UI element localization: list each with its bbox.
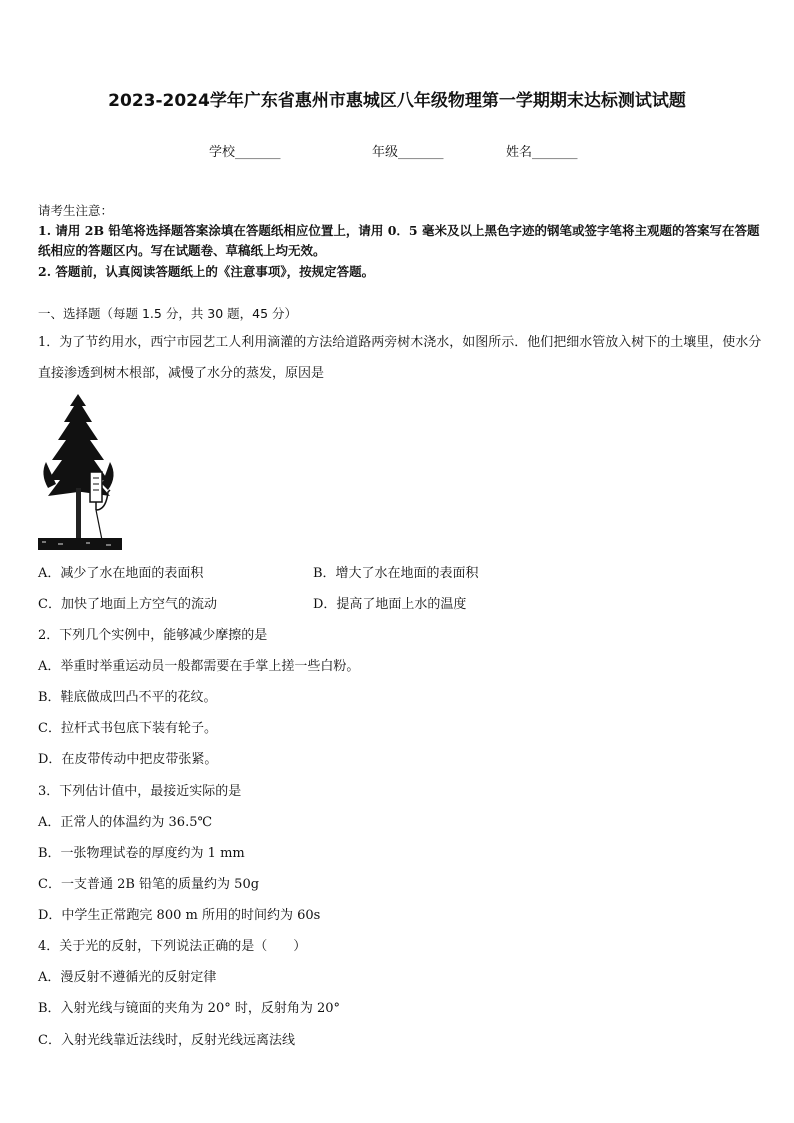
q2-option-c: C．拉杆式书包底下装有轮子。: [38, 721, 217, 736]
question-4-stem: 4．关于光的反射，下列说法正确的是（ ）: [38, 939, 307, 954]
q4-option-b: B．入射光线与镜面的夹角为 20° 时，反射角为 20°: [38, 1001, 341, 1016]
q2-option-d: D．在皮带传动中把皮带张紧。: [38, 752, 218, 767]
notice-heading: 请考生注意：: [38, 203, 114, 218]
q4-option-a: A．漫反射不遵循光的反射定律: [38, 970, 217, 985]
q1-option-a: A．减少了水在地面的表面积: [38, 566, 204, 581]
q3-option-b: B．一张物理试卷的厚度约为 1 mm: [38, 846, 245, 861]
q2-option-a: A．举重时举重运动员一般都需要在手掌上搓一些白粉。: [38, 659, 360, 674]
section-title: 一、选择题（每题 1.5 分，共 30 题，45 分）: [38, 306, 298, 321]
notice-item-2: 2. 答题前，认真阅读答题纸上的《注意事项》，按规定答题。: [38, 264, 375, 279]
page-title: 2023-2024学年广东省惠州市惠城区八年级物理第一学期期末达标测试试题: [108, 91, 686, 111]
name-field[interactable]: 姓名_______: [506, 145, 578, 160]
q3-option-a: A．正常人的体温约为 36.5℃: [38, 815, 213, 830]
q3-option-d: D．中学生正常跑完 800 m 所用的时间约为 60s: [38, 908, 321, 923]
question-1-stem: 1．为了节约用水，西宁市园艺工人利用滴灌的方法给道路两旁树木浇水，如图所示．他们把细水管放入树下的土壤里，使水分直接渗透到树木根部，减慢了水分的蒸发，原因是: [38, 335, 762, 381]
q2-option-b: B．鞋底做成凹凸不平的花纹。: [38, 690, 217, 705]
question-3-stem: 3．下列估计值中，最接近实际的是: [38, 784, 242, 799]
question-2-stem: 2．下列几个实例中，能够减少摩擦的是: [38, 628, 268, 643]
q3-option-c: C．一支普通 2B 铅笔的质量约为 50g: [38, 877, 260, 892]
q1-option-b: B．增大了水在地面的表面积: [313, 566, 479, 581]
school-field[interactable]: 学校_______: [209, 145, 281, 160]
q4-option-c: C．入射光线靠近法线时，反射光线远离法线: [38, 1033, 295, 1048]
notice-item-1: 1. 请用 2B 铅笔将选择题答案涂填在答题纸相应位置上，请用 0．5 毫米及以上黑色字迹的钢笔或签字笔将主观题的答案写在答题纸相应的答题区内。写在试题卷、草稿纸上均无效。: [38, 223, 760, 258]
grade-field[interactable]: 年级_______: [372, 145, 444, 160]
q1-option-d: D．提高了地面上水的温度: [313, 597, 467, 612]
drip-irrigation-tree-figure: [36, 392, 126, 552]
q1-option-c: C．加快了地面上方空气的流动: [38, 597, 217, 612]
